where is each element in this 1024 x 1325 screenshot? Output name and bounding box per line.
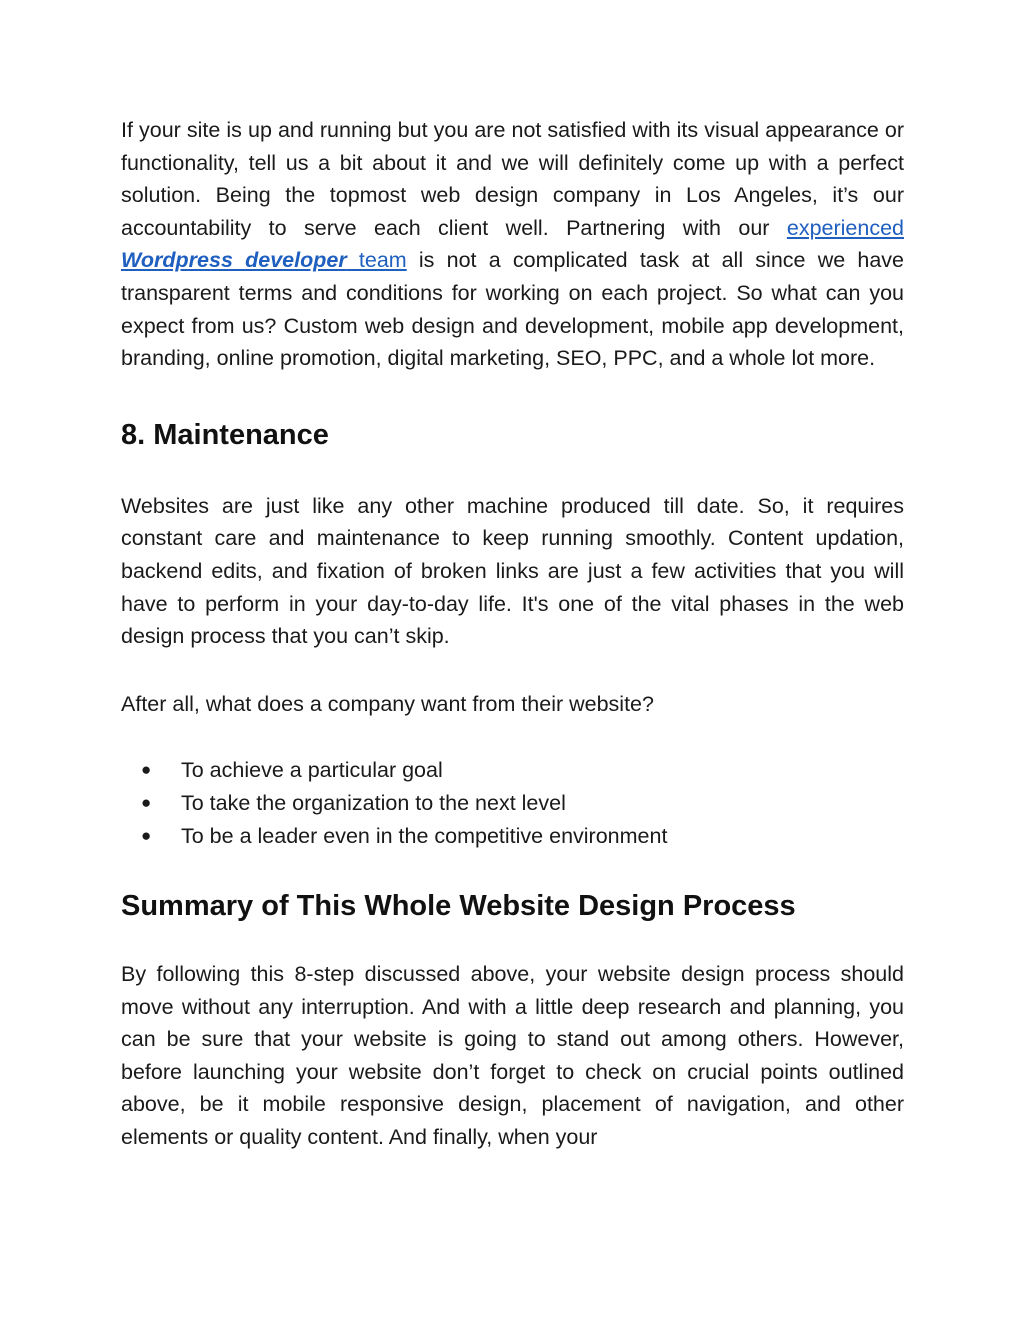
list-item bbox=[121, 820, 904, 853]
list-item bbox=[121, 754, 904, 787]
bullet-text: To be a leader even in the competitive environment bbox=[181, 823, 668, 848]
bullet-icon: ● bbox=[141, 825, 152, 845]
maintenance-paragraph: Websites are just like any other machine produced till date. So, it requires constant care and maintenance to keep running smoothly. Content updation, backend edits, and fixation of broken links are just a few activities that you will have to perform in your day-to-day life. It's one of the vital phases in the web design process that you can’t skip. bbox=[121, 493, 904, 649]
maintenance-heading: 8. Maintenance bbox=[121, 418, 329, 451]
document-page bbox=[121, 114, 904, 1154]
intro-text-after-link: is not a complicated task at all since we have transparent terms and conditions for working on each project. So what can you expect from us? Custom web design and development, mobile app development, branding, online promotion, digital marketing, SEO, PPC, and a whole lot more. bbox=[121, 248, 905, 371]
link-bold-text: Wordpress developer bbox=[121, 248, 347, 273]
link-prefix: experienced bbox=[786, 215, 904, 240]
goals-bullet-list bbox=[121, 754, 904, 852]
bullet-text: To take the organization to the next level bbox=[181, 790, 566, 815]
summary-paragraph-last-line: navigation, and other elements or quality content. And finally, when your bbox=[121, 1092, 905, 1150]
maintenance-question: After all, what does a company want from their website? bbox=[121, 691, 654, 716]
bullet-text: To achieve a particular goal bbox=[181, 758, 443, 783]
intro-text-before-link: If your site is up and running but you are not satisfied with its visual appearance or functionality, tell us a bit about it and we will definitely come up with a perfect solution. Being the topmost web design company in Los Angeles, it’s our accountability to serve each client well. Partnering with our bbox=[121, 118, 904, 240]
link-suffix: team bbox=[346, 248, 407, 273]
bullet-icon: ● bbox=[141, 792, 152, 812]
summary-paragraph bbox=[121, 958, 904, 1154]
list-item bbox=[121, 787, 904, 820]
intro-paragraph bbox=[121, 114, 904, 375]
summary-paragraph-body: By following this 8-step discussed above, your website design process should move without any interruption. And with a little deep research and planning, you can be sure that your website is going to stand out among others. However, before launching your website don’t forget to check on crucial points outlined above, be it mobile responsive design, placement of bbox=[121, 962, 904, 1117]
bullet-icon: ● bbox=[141, 760, 152, 780]
summary-heading: Summary of This Whole Website Design Process bbox=[121, 890, 796, 923]
